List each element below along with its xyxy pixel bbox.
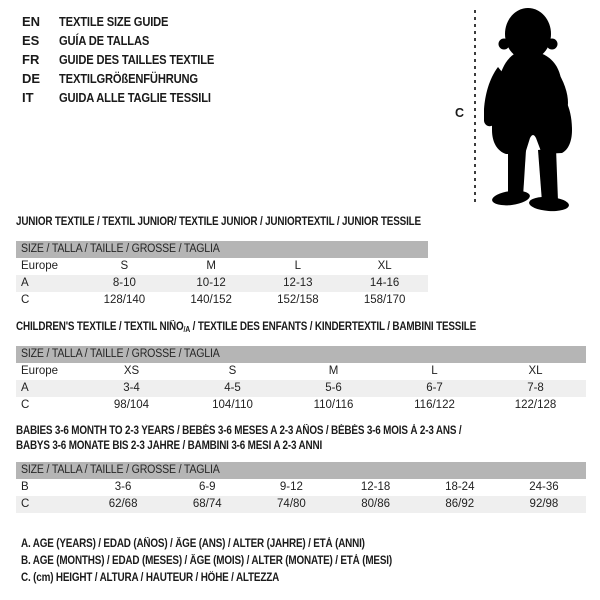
size-cell: 68/74 — [192, 498, 222, 510]
language-code: IT — [22, 90, 34, 105]
size-cell: 12-18 — [360, 481, 391, 493]
table-row — [16, 397, 586, 414]
guide-title-it: GUIDA ALLE TAGLIE TESSILI — [59, 90, 211, 105]
table-row — [16, 258, 428, 275]
size-cell: 10-12 — [196, 277, 226, 289]
table-row — [16, 496, 586, 513]
toddler-silhouette-icon — [482, 5, 590, 212]
size-cell: 5-6 — [325, 382, 342, 394]
size-cell: 86/92 — [445, 498, 475, 510]
size-cell: 80/86 — [361, 498, 390, 510]
babies-section-title — [16, 424, 534, 454]
size-cell: 24-36 — [529, 481, 559, 493]
size-cell: 62/68 — [108, 498, 138, 510]
language-code: DE — [22, 71, 41, 86]
babies-title-line1: BABIES 3-6 MONTH TO 2-3 YEARS / BEBÉS 3-6 MESES A 2-3 AÑOS / BÉBÉS 3-6 MOIS À 2-3 ANS / — [16, 425, 462, 437]
size-cell: 8-10 — [112, 277, 136, 289]
size-cell: L — [431, 365, 438, 377]
size-cell: XL — [377, 260, 392, 272]
junior-section-title — [16, 215, 487, 230]
footnote-c: C. (cm) HEIGHT / ALTURA / HAUTEUR / HÖHE / ALTEZZA — [21, 571, 280, 584]
language-code: EN — [22, 14, 41, 29]
language-row-es — [22, 31, 239, 50]
guide-title-fr: GUIDE DES TAILLES TEXTILE — [59, 52, 215, 67]
height-measure-dashed-line — [474, 10, 476, 206]
junior-section-title-text: JUNIOR TEXTILE / TEXTIL JUNIOR/ TEXTILE JUNIOR / JUNIORTEXTIL / JUNIOR TESSILE — [16, 216, 421, 228]
row-label: C — [21, 294, 30, 306]
nino-a-subscript: /A — [183, 325, 191, 334]
children-size-table — [16, 346, 586, 414]
size-cell: 140/152 — [190, 294, 232, 306]
size-cell: L — [294, 260, 302, 272]
row-label: A — [21, 382, 29, 394]
height-dimension-label: C — [455, 106, 465, 120]
size-cell: M — [328, 365, 339, 377]
footnote-b: B. AGE (MONTHS) / EDAD (MESES) / ÂGE (MOIS) / ALTER (MONATE) / ETÀ (MESI) — [21, 554, 392, 567]
language-row-fr — [22, 50, 239, 69]
junior-size-table — [16, 241, 428, 309]
size-cell: 12-13 — [283, 277, 313, 289]
table-row — [16, 380, 586, 397]
size-cell: 4-5 — [224, 382, 241, 394]
language-row-en — [22, 12, 239, 31]
children-section-title-text: CHILDREN'S TEXTILE / TEXTIL $NIÑO_{/A}$ / TEXTILE DES ENFANTS / KINDERTEXTIL / BAMBINI TESSILE — [16, 321, 477, 334]
size-cell: 6-7 — [426, 382, 443, 394]
guide-title-en: TEXTILE SIZE GUIDE — [59, 14, 169, 29]
guide-title-de: TEXTILGRÖßENFÜHRUNG — [59, 71, 198, 86]
babies-size-table — [16, 462, 586, 513]
row-label: Europe — [21, 260, 59, 272]
size-cell: 6-9 — [198, 481, 216, 493]
row-label: A — [21, 277, 29, 289]
size-cell: 158/170 — [363, 294, 406, 306]
size-cell: 3-4 — [123, 382, 140, 394]
size-cell: S — [120, 260, 129, 272]
size-cell: 116/122 — [414, 399, 455, 411]
size-cell: 9-12 — [279, 481, 303, 493]
babies-title-line2: BABYS 3-6 MONATE BIS 2-3 JAHRE / BAMBINI 3-6 MESI A 2-3 ANNI — [16, 440, 323, 452]
size-cell: 128/140 — [103, 294, 146, 306]
language-code: ES — [22, 33, 40, 48]
size-header-band: SIZE / TALLA / TAILLE / GRÖSSE / TAGLIA — [16, 462, 586, 479]
size-cell: 92/98 — [529, 498, 559, 510]
size-cell: S — [228, 365, 237, 377]
size-cell: XL — [528, 365, 543, 377]
size-cell: 110/116 — [313, 399, 354, 411]
size-cell: 3-6 — [114, 481, 132, 493]
size-cell: 18-24 — [445, 481, 475, 493]
row-label: Europe — [21, 365, 59, 377]
size-header-band: SIZE / TALLA / TAILLE / GRÖSSE / TAGLIA — [16, 346, 586, 363]
row-label: C — [21, 399, 30, 411]
size-cell: 122/128 — [514, 399, 557, 411]
guide-title-es: GUÍA DE TALLAS — [59, 33, 150, 48]
size-cell: 7-8 — [527, 382, 544, 394]
size-cell: 74/80 — [277, 498, 306, 510]
size-cell: 14-16 — [369, 277, 400, 289]
language-row-de — [22, 69, 239, 88]
table-row — [16, 363, 586, 380]
legend-footnotes — [21, 536, 452, 586]
size-cell: 98/104 — [113, 399, 150, 411]
row-label: B — [21, 481, 29, 493]
footnote-a: A. AGE (YEARS) / EDAD (AÑOS) / ÂGE (ANS) / ALTER (JAHRE) / ETÀ (ANNI) — [21, 538, 365, 550]
table-row — [16, 479, 586, 496]
children-section-title — [16, 320, 551, 337]
size-cell: 152/158 — [277, 294, 319, 306]
language-title-list — [22, 12, 239, 107]
size-cell: XS — [123, 365, 140, 377]
size-cell: M — [206, 260, 216, 272]
row-label: C — [21, 498, 30, 510]
size-cell: 104/110 — [212, 399, 253, 411]
language-row-it — [22, 88, 239, 107]
size-header-band: SIZE / TALLA / TAILLE / GRÖSSE / TAGLIA — [16, 241, 428, 258]
table-row — [16, 292, 428, 309]
language-code: FR — [22, 52, 40, 67]
table-row — [16, 275, 428, 292]
